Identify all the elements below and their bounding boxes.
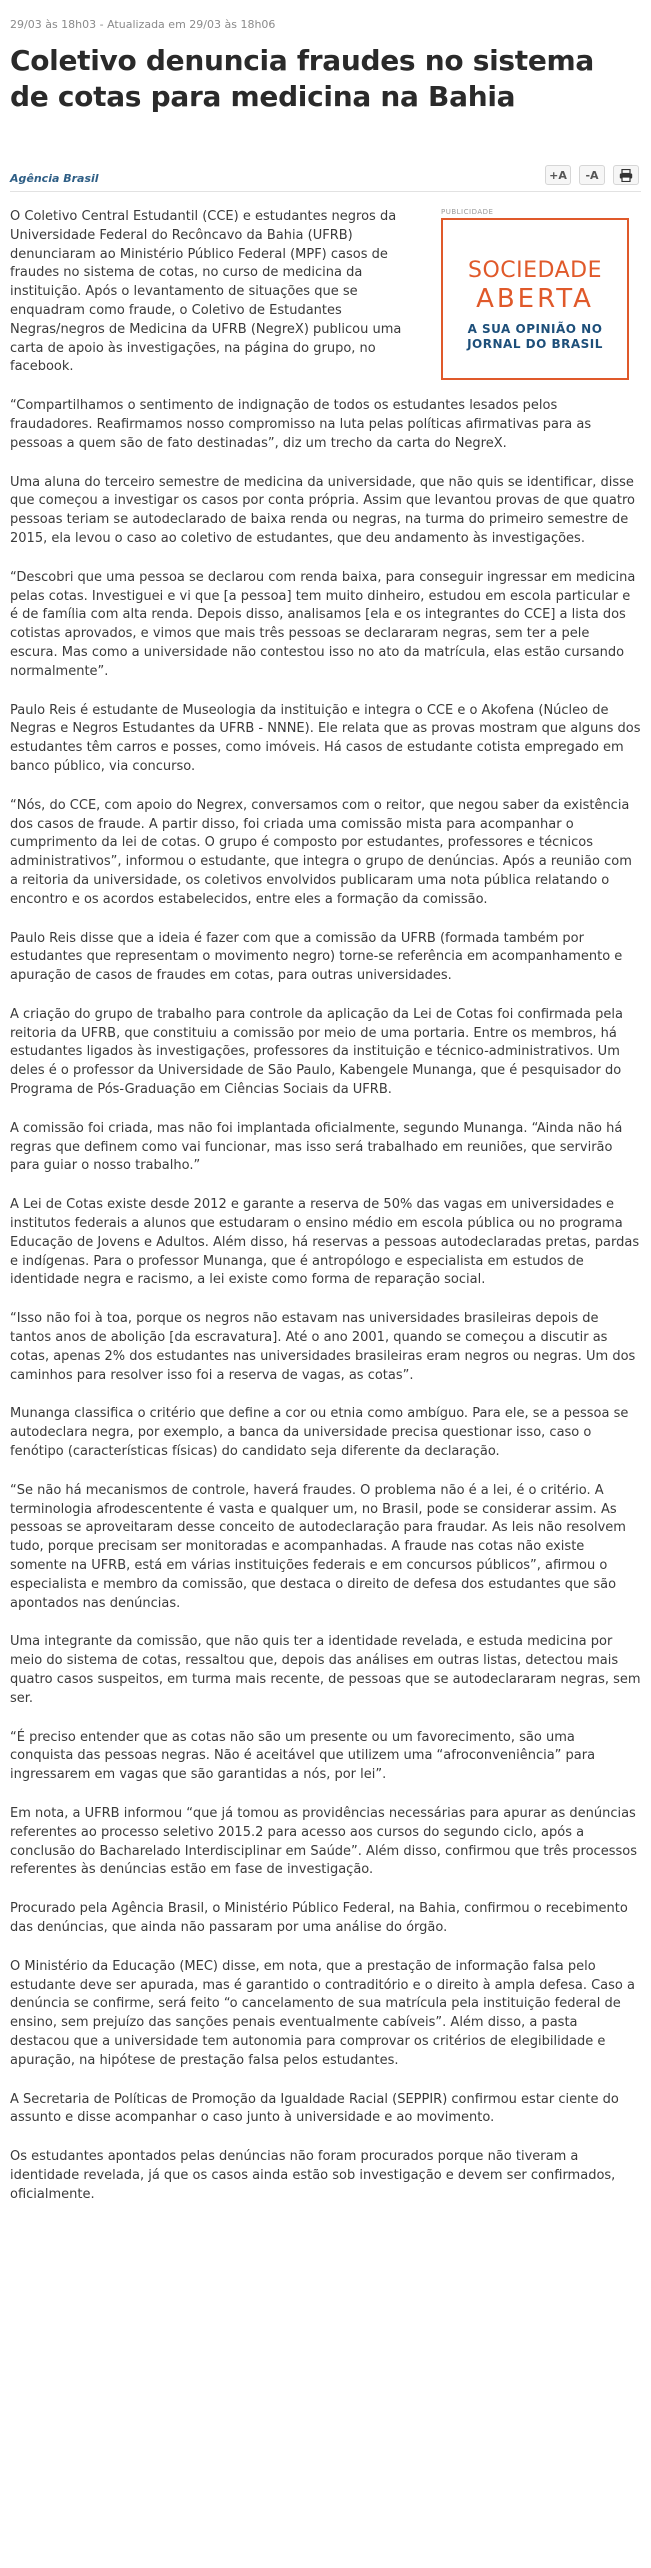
article-paragraph: A criação do grupo de trabalho para controle da aplicação da Lei de Cotas foi confirmada pela reitoria da UFRB, que constituiu a comissão por meio de uma portaria. Entre os membros, há estudantes ligados às investigações, professores da instituição e técnico-administrativos. Um deles é o professor da Universidade de São Paulo, Kabengele Munanga, que é pesquisador do Programa de Pós-Graduação em Ciências Sociais da UFRB. <box>10 1006 623 1098</box>
ad-banner[interactable] <box>441 218 629 380</box>
article-paragraph: Uma aluna do terceiro semestre de medicina da universidade, que não quis se identificar, disse que começou a investigar os casos por conta própria. Assim que levantou provas de que quatro pessoas teriam se autodeclarado de baixa renda ou negras, na turma do primeiro semestre de 2015, ela levou o caso ao coletivo de estudantes, que deu andamento às investigações. <box>10 474 636 546</box>
article-paragraph: Paulo Reis disse que a ideia é fazer com que a comissão da UFRB (formada também por estudantes que representam o movimento negro) torne-se referência em acompanhamento e apuração de casos de fraudes em cotas, para outras universidades. <box>10 930 623 984</box>
article-body <box>10 208 641 2205</box>
article-paragraph: Procurado pela Agência Brasil, o Ministério Público Federal, na Bahia, confirmou o recebimento das denúncias, que ainda não passaram por uma análise do órgão. <box>10 1901 628 1935</box>
article-paragraph: Os estudantes apontados pelas denúncias não foram procurados porque não tiveram a identidade revelada, já que os casos ainda estão sob investigação e devem ser confirmados, oficialmente. <box>10 2149 616 2202</box>
article-paragraph: O Coletivo Central Estudantil (CCE) e estudantes negros da Universidade Federal do Recôncavo da Bahia (UFRB) denunciaram ao Ministério Público Federal (MPF) casos de fraudes no sistema de cotas, no curso de medicina da instituição. Após o levantamento de situações que se enquadram como fraude, o Coletivo de Estudantes Negras/negros de Medicina da UFRB (NegreX) publicou uma carta de apoio às investigações, na página do grupo, no facebook. <box>10 209 402 375</box>
article-paragraph: “Descobri que uma pessoa se declarou com renda baixa, para conseguir ingressar em medicina pelas cotas. Investiguei e vi que [a pessoa] tem muito dinheiro, estudou em escola particular e é de família com alta renda. Depois disso, analisamos [ela e os integrantes do CCE] a lista dos cotistas aprovados, e vimos que mais três pessoas se declararam negras, sem ter a pele escura. Mas como a universidade não contestou isso no ato da matrícula, elas estão cursando normalmente”. <box>10 569 636 679</box>
advertisement[interactable] <box>441 208 629 380</box>
print-button[interactable] <box>613 165 639 185</box>
article-toolbar <box>10 163 641 192</box>
dateline: 29/03 às 18h03 - Atualizada em 29/03 às 18h06 <box>10 18 276 31</box>
article-paragraph: Uma integrante da comissão, que não quis ter a identidade revelada, e estuda medicina por meio do sistema de cotas, ressaltou que, depois das análises em outras listas, detectou mais quatro casos suspeitos, em turma mais recente, de pessoas que se autodeclararam negras, sem ser. <box>10 1634 641 1706</box>
article-paragraph: “Se não há mecanismos de controle, haverá fraudes. O problema não é a lei, é o critério. A terminologia afrodescentente é vasta e qualquer um, no Brasil, pode se considerar assim. As pessoas se aproveitaram desse conceito de autodeclaração para fraudar. As leis não resolvem tudo, porque precisam ser monitoradas e acompanhadas. A fraude nas cotas não existe somente na UFRB, está em várias instituições federais e em concursos públicos”, afirmou o especialista e membro da comissão, que destaca o direito de defesa dos estudantes que são apontados nas denúncias. <box>10 1482 626 1611</box>
printer-icon <box>619 169 633 182</box>
article-paragraph: Em nota, a UFRB informou “que já tomou as providências necessárias para apurar as denúncias referentes ao processo seletivo 2015.2 para acesso aos cursos do segundo ciclo, após a conclusão do Bacharelado Interdisciplinar em Saúde”. Além disso, confirmou que três processos referentes às denúncias estão em fase de investigação. <box>10 1805 637 1878</box>
text-tools <box>545 165 639 185</box>
article-paragraph: “Compartilhamos o sentimento de indignação de todos os estudantes lesados pelos fraudadores. Reafirmamos nosso compromisso na luta pelas políticas afirmativas para as pessoas a quem são de fato destinadas”, diz um trecho da carta do NegreX. <box>10 398 592 451</box>
article-paragraph: A Lei de Cotas existe desde 2012 e garante a reserva de 50% das vagas em universidades e institutos federais a alunos que estudaram o ensino médio em escola pública ou no programa Educação de Jovens e Adultos. Além disso, há reservas a pessoas autodeclaradas pretas, pardas e indígenas. Para o professor Munanga, que é antropólogo e especialista em estudos de identidade negra e racismo, a lei existe como forma de reparação social. <box>10 1197 640 1288</box>
decrease-font-button[interactable]: -A <box>579 165 605 185</box>
source-link[interactable]: Agência Brasil <box>10 172 99 185</box>
ad-subtitle: A SUA OPINIÃO NO JORNAL DO BRASIL <box>467 322 603 351</box>
increase-font-button[interactable]: +A <box>545 165 571 185</box>
ad-title-line1: SOCIEDADE <box>468 258 602 283</box>
article-paragraph: “Isso não foi à toa, porque os negros não estavam nas universidades brasileiras depois de tantos anos de abolição [da escravatura]. Até o ano 2001, quando se começou a discutir as cotas, apenas 2% dos estudantes nas universidades brasileiras eram negros ou negras. Um dos caminhos para resolver isso foi a reserva de vagas, as cotas”. <box>10 1311 636 1383</box>
article-paragraph: O Ministério da Educação (MEC) disse, em nota, que a prestação de informação falsa pelo estudante deve ser apurada, mas é garantido o contraditório e o direito à ampla defesa. Caso a denúncia se confirme, será feito “o cancelamento de sua matrícula pela instituição federal de ensino, sem prejuízo das sanções penais eventualmente cabíveis”. Além disso, a pasta destacou que a universidade tem autonomia para comprovar os critérios de elegibilidade e apuração, na hipótese de prestação falsa pelos estudantes. <box>10 1958 635 2068</box>
article-paragraph: Paulo Reis é estudante de Museologia da instituição e integra o CCE e o Akofena (Núcleo de Negras e Negros Estudantes da UFRB - NNNE). Ele relata que as provas mostram que alguns dos estudantes têm carros e posses, como imóveis. Há casos de estudante cotista empregado em banco público, via concurso. <box>10 702 641 774</box>
ad-label: PUBLICIDADE <box>441 208 494 216</box>
article-paragraph: Munanga classifica o critério que define a cor ou etnia como ambíguo. Para ele, se a pessoa se autodeclara negra, por exemplo, a banca da universidade precisa questionar isso, caso o fenótipo (características físicas) do candidato seja diferente da declaração. <box>10 1406 629 1460</box>
ad-title-line2: ABERTA <box>476 284 594 314</box>
article-paragraph: “Nós, do CCE, com apoio do Negrex, conversamos com o reitor, que negou saber da existência dos casos de fraude. A partir disso, foi criada uma comissão mista para acompanhar o cumprimento da lei de cotas. O grupo é composto por estudantes, professores e técnicos administrativos”, informou o estudante, que integra o grupo de denúncias. Após a reunião com a reitoria da universidade, os coletivos envolvidos publicaram uma nota pública relatando o encontro e os acordos estabelecidos, entre eles a formação da comissão. <box>10 797 632 907</box>
article-paragraph: A comissão foi criada, mas não foi implantada oficialmente, segundo Munanga. “Ainda não há regras que definem como vai funcionar, mas isso será trabalhado em reuniões, que servirão para guiar o nosso trabalho.” <box>10 1120 623 1174</box>
article-paragraph: “É preciso entender que as cotas não são um presente ou um favorecimento, são uma conquista das pessoas negras. Não é aceitável que utilizem uma “afroconveniência” para ingressarem em vagas que são garantidas a nós, por lei”. <box>10 1729 596 1783</box>
headline: Coletivo denuncia fraudes no sistema de cotas para medicina na Bahia <box>10 44 595 113</box>
article-paragraph: A Secretaria de Políticas de Promoção da Igualdade Racial (SEPPIR) confirmou estar ciente do assunto e disse acompanhar o caso junto à universidade e ao movimento. <box>10 2091 619 2126</box>
